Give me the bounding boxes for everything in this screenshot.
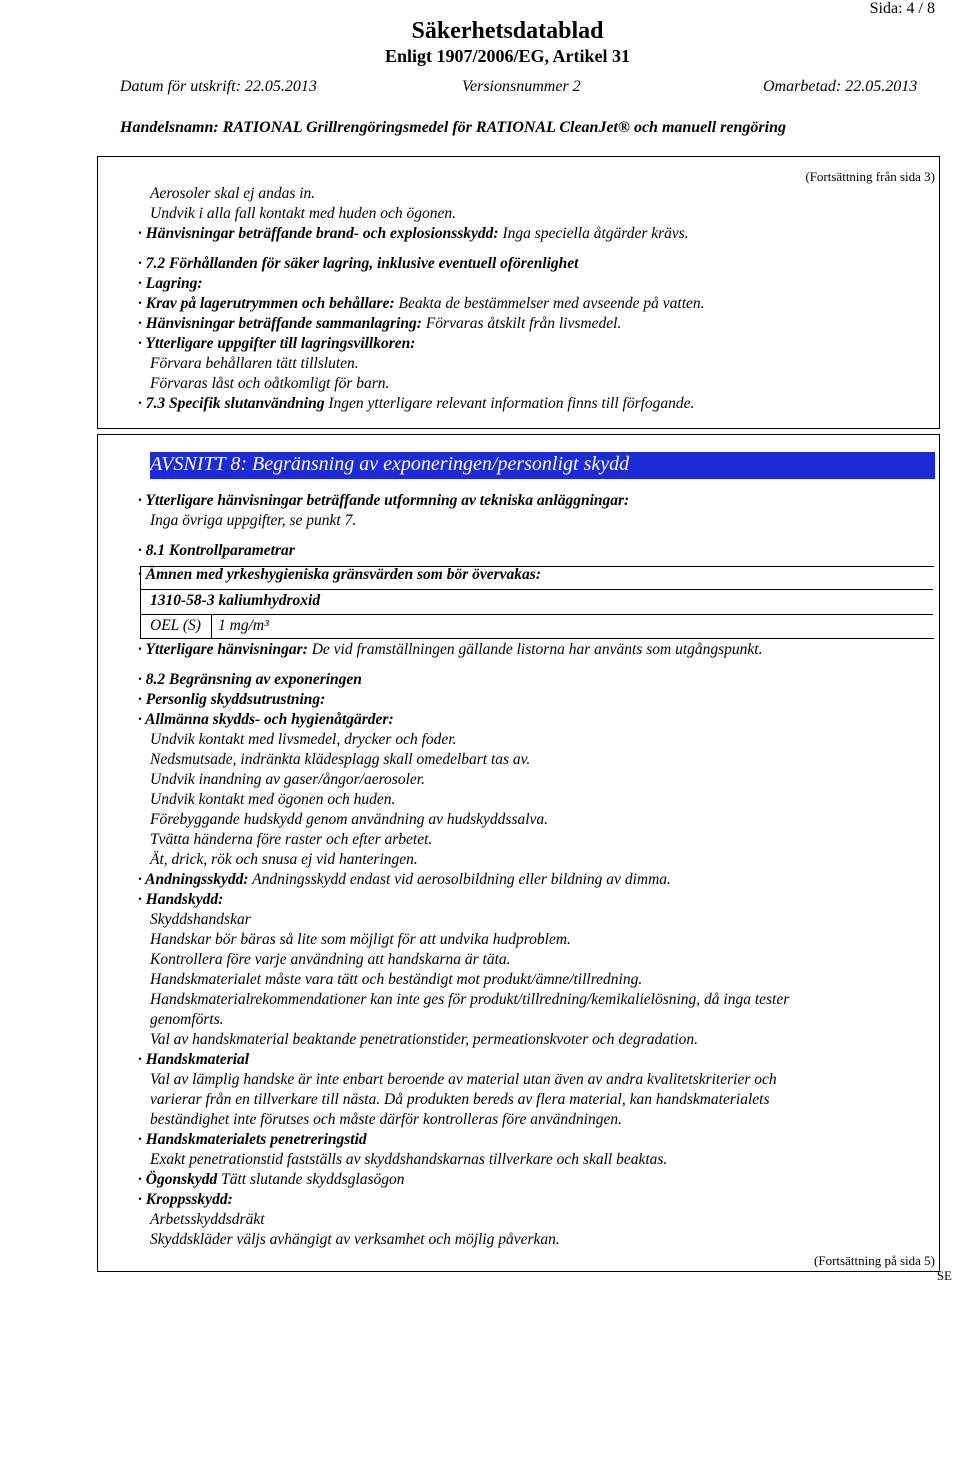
glove-material-2: varierar från en tillverkare till nästa. Då produkten bereds av flera material, kan handskmaterialets bbox=[150, 1091, 770, 1108]
eye-protection: · Ögonskydd Tätt slutande skyddsglasögon bbox=[138, 1171, 405, 1188]
exposure-limits-table bbox=[140, 566, 934, 639]
gloves-1: Skyddshandskar bbox=[150, 911, 251, 928]
penetration-time-value: Exakt penetrationstid fastställs av skyddshandskarnas tillverkare och skall beaktas. bbox=[150, 1151, 668, 1168]
penetration-time-label: · Handskmaterialets penetreringstid bbox=[138, 1131, 367, 1148]
storage-condition-2: Förvaras låst och oåtkomligt för barn. bbox=[150, 375, 390, 392]
storage-requirements: · Krav på lagerutrymmen och behållare: Beakta de bestämmelser med avseende på vatten. bbox=[138, 295, 705, 312]
glove-material-3: beständighet inte förutses och måste därför kontrolleras före användningen. bbox=[150, 1111, 622, 1128]
table-divider bbox=[140, 614, 933, 615]
storage-condition-1: Förvara behållaren tätt tillsluten. bbox=[150, 355, 359, 372]
oel-value: 1 mg/m³ bbox=[218, 617, 269, 634]
fire-explosion-note: · Hänvisningar beträffande brand- och explosionsskydd: Inga speciella åtgärder krävs. bbox=[138, 225, 689, 242]
hygiene-6: Tvätta händerna före raster och efter arbetet. bbox=[150, 831, 433, 848]
section-8-title: AVSNITT 8: Begränsning av exponeringen/personligt skydd bbox=[150, 453, 630, 475]
aerosol-warning: Aerosoler skal ej andas in. bbox=[150, 185, 316, 202]
body-protection-2: Skyddskläder väljs avhängigt av verksamhet och möjlig påverkan. bbox=[150, 1231, 560, 1248]
respiratory-protection: · Andningsskydd: Andningsskydd endast vid aerosolbildning eller bildning av dimma. bbox=[138, 871, 671, 888]
section-8-2-heading: · 8.2 Begränsning av exponeringen bbox=[138, 671, 362, 688]
revised-date: Omarbetad: 22.05.2013 bbox=[763, 78, 918, 95]
document-subtitle: Enligt 1907/2006/EG, Artikel 31 bbox=[384, 46, 630, 66]
body-protection-1: Arbetsskyddsdräkt bbox=[150, 1211, 265, 1228]
glove-material-label: · Handskmaterial bbox=[138, 1051, 250, 1068]
table-cell-divider bbox=[211, 614, 212, 638]
glove-material-1: Val av lämplig handske är inte enbart beroende av material utan även av andra kvalitetskriterier och bbox=[150, 1071, 777, 1088]
section-8-1-heading: · 8.1 Kontrollparametrar bbox=[138, 542, 295, 559]
gloves-3: Kontrollera före varje användning att handskarna är täta. bbox=[150, 951, 511, 968]
hand-protection-label: · Handskydd: bbox=[138, 891, 224, 908]
storage-label: · Lagring: bbox=[138, 275, 203, 292]
hygiene-4: Undvik kontakt med ögonen och huden. bbox=[150, 791, 396, 808]
table-divider bbox=[140, 589, 933, 590]
section7-continuation-box bbox=[97, 156, 940, 429]
section8-box bbox=[97, 434, 940, 1272]
exposure-limits-header: · Ämnen med yrkeshygieniska gränsvärden som bör övervakas: bbox=[138, 566, 541, 583]
continued-to-note: (Fortsättning på sida 5) bbox=[814, 1253, 935, 1268]
trade-name: Handelsnamn: RATIONAL Grillrengöringsmedel för RATIONAL CleanJet® och manuell rengöring bbox=[120, 119, 786, 136]
storage-conditions-label: · Ytterligare uppgifter till lagringsvillkoren: bbox=[138, 335, 416, 352]
section-7-2-heading: · 7.2 Förhållanden för säker lagring, inklusive eventuell oförenlighet bbox=[138, 255, 579, 272]
gloves-4: Handskmaterialet måste vara tätt och beständigt mot produkt/ämne/tillredning. bbox=[150, 971, 643, 988]
gloves-2: Handskar bör bäras så lite som möjligt för att undvika hudproblem. bbox=[150, 931, 571, 948]
page-number: Sida: 4 / 8 bbox=[869, 0, 935, 17]
document-title: Säkerhetsdatablad bbox=[411, 18, 604, 44]
hygiene-5: Förebyggande hudskydd genom användning av hudskyddssalva. bbox=[150, 811, 549, 828]
body-protection-label: · Kroppsskydd: bbox=[138, 1191, 233, 1208]
gloves-6: genomförts. bbox=[150, 1011, 224, 1028]
hygiene-7: Ät, drick, rök och snusa ej vid hanteringen. bbox=[150, 851, 418, 868]
further-references: · Ytterligare hänvisningar: De vid framställningen gällande listorna har använts som utgångspunkt. bbox=[138, 641, 763, 658]
technical-measures-value: Inga övriga uppgifter, se punkt 7. bbox=[150, 512, 357, 529]
co-storage-note: · Hänvisningar beträffande sammanlagring: Förvaras åtskilt från livsmedel. bbox=[138, 315, 622, 332]
contact-warning: Undvik i alla fall kontakt med huden och ögonen. bbox=[150, 205, 457, 222]
section-7-3: · 7.3 Specifik slutanvändning Ingen ytterligare relevant information finns till förfogande. bbox=[138, 395, 695, 412]
hygiene-label: · Allmänna skydds- och hygienåtgärder: bbox=[138, 711, 394, 728]
language-code: SE bbox=[936, 1268, 952, 1283]
hygiene-1: Undvik kontakt med livsmedel, drycker och foder. bbox=[150, 731, 457, 748]
substance-name: 1310-58-3 kaliumhydroxid bbox=[150, 592, 321, 609]
section-8-title-bar bbox=[150, 452, 935, 479]
continued-from-note: (Fortsättning från sida 3) bbox=[805, 169, 935, 184]
oel-label: OEL (S) bbox=[150, 617, 201, 634]
gloves-7: Val av handskmaterial beaktande penetrationstider, permeationskvoter och degradation. bbox=[150, 1031, 699, 1048]
ppe-label: · Personlig skyddsutrustning: bbox=[138, 691, 326, 708]
hygiene-3: Undvik inandning av gaser/ångor/aerosoler. bbox=[150, 771, 425, 788]
hygiene-2: Nedsmutsade, indränkta klädesplagg skall omedelbart tas av. bbox=[150, 751, 531, 768]
gloves-5: Handskmaterialrekommendationer kan inte ges för produkt/tillredning/kemikalielösning, då inga tester bbox=[150, 991, 790, 1008]
print-date: Datum för utskrift: 22.05.2013 bbox=[120, 78, 317, 95]
version-number: Versionsnummer 2 bbox=[462, 78, 581, 95]
technical-measures-label: · Ytterligare hänvisningar beträffande utformning av tekniska anläggningar: bbox=[138, 492, 630, 509]
